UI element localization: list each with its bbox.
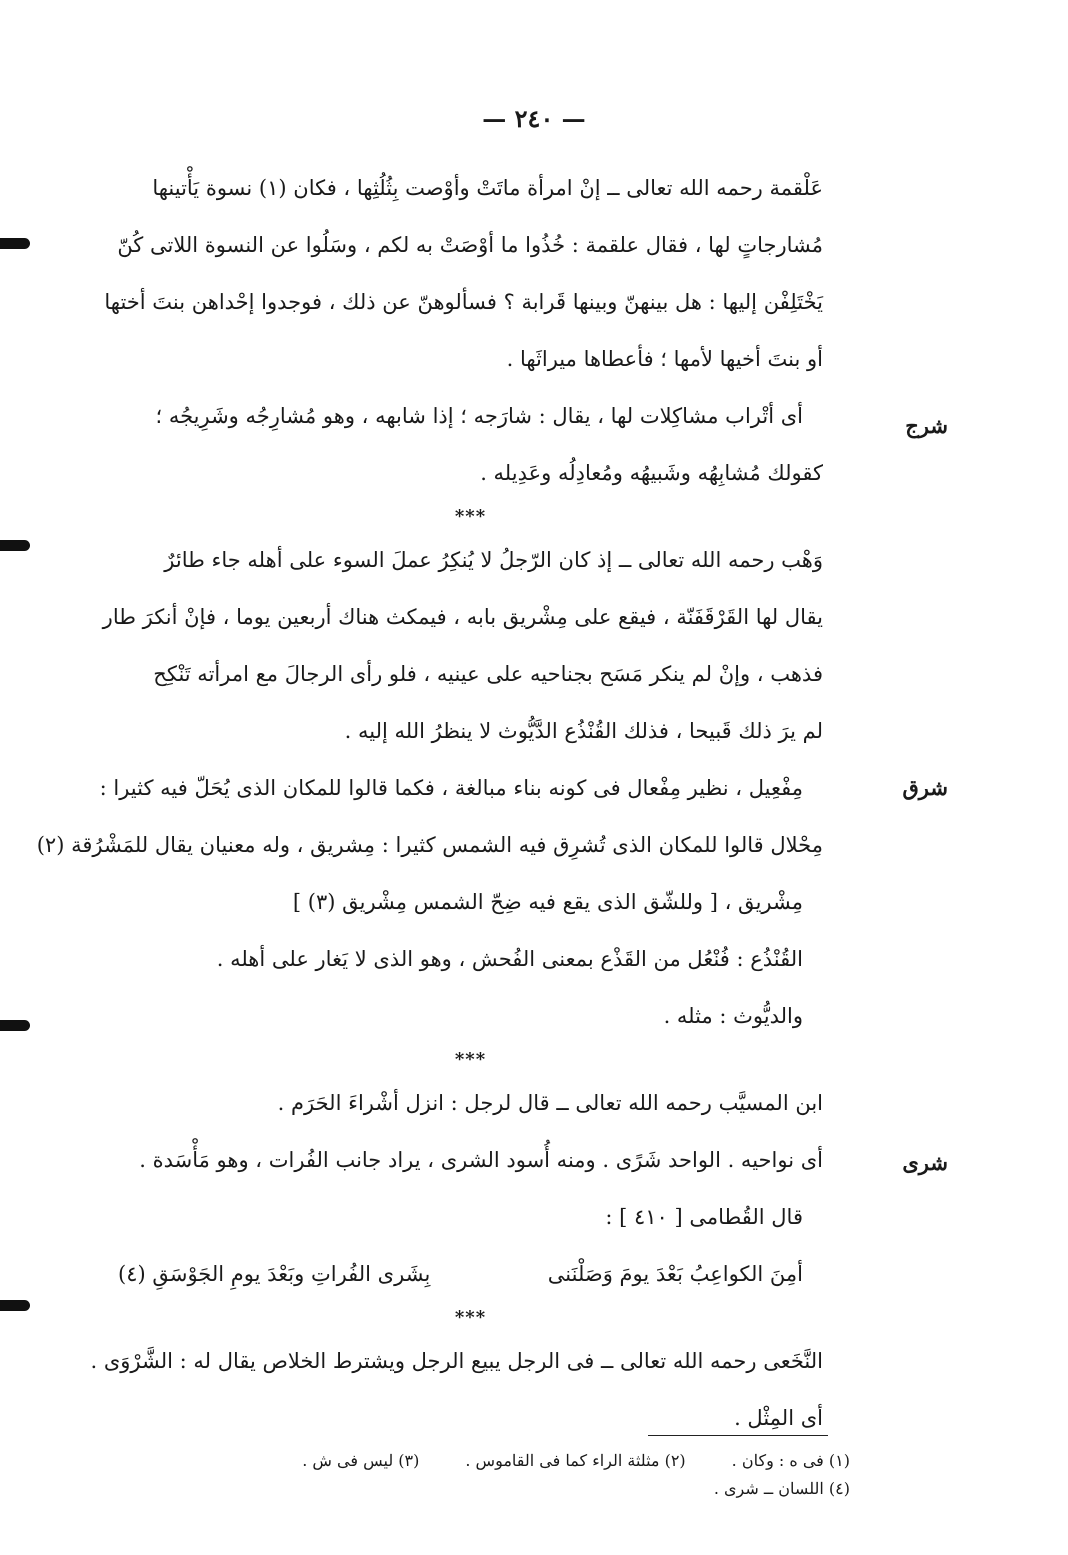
commentary-line: أى أتْراب مشاكِلات لها ، يقال : شارَجه ؛ إذا شابهه ، وهو مُشارِجُه وشَرِيجُه ؛ [155,404,803,428]
text-line: عَلْقمة رحمه الله تعالى ــ إنْ امرأة ماتَتْ وأوْصت بِثُلُثِها ، فكان (١) نسوة يَأْتينها [152,176,823,200]
binding-mark [0,1300,30,1311]
page-number: — ٢٤٠ — [482,104,586,133]
text-line: لم يرَ ذلك قَبيحا ، فذلك القُنْذُع الدَّيُّوث لا ينظرُ الله إليه . [344,719,823,743]
margin-root-sharaq: شرق [902,775,948,800]
footnote: (١) فى ه : وكان . [731,1451,850,1470]
binding-mark [0,540,30,551]
main-text [36,160,823,1447]
text-line: أى المِثْل . [734,1406,823,1430]
poetry-verse [118,1246,823,1303]
commentary-line: والديُّوث : مثله . [663,1004,803,1028]
section-separator: *** [454,1049,487,1070]
verse-second-hemistich: بِشَرى الفُراتِ وبَعْدَ يومِ الجَوْسَقِ (٤) [118,1262,431,1286]
text-line: مُشارجاتٍ لها ، فقال علقمة : خُذُوا ما أوْصَتْ به لكم ، وسَلُوا عن النسوة اللاتى كُنّ [117,233,823,257]
text-line: أو بنتَ أخيها لأمها ؛ فأعطاها ميراثَها . [506,347,823,371]
margin-root-shara: شرى [902,1150,948,1175]
margin-root-sharaj: شرج [905,413,948,438]
commentary-line: مِفْعِيل ، نظير مِفْعال فى كونه بناء مبالغة ، فكما قالوا للمكان الذى يُحَلّ فيه كثيرا : [99,776,803,800]
footnote-rule [648,1435,828,1436]
text-line: يَخْتَلِفْن إليها : هل بينهنّ وبينها قَرابة ؟ فسألوهنّ عن ذلك ، فوجدوا إحْداهن بنتَ أختها [104,290,823,314]
section-separator: *** [454,506,487,527]
footnote: (٢) مثلثة الراء كما فى القاموس . [465,1451,686,1470]
footnote: (٣) ليس فى ش . [302,1451,420,1470]
binding-mark [0,1020,30,1031]
text-line: يقال لها القَرْقَفَنّة ، فيقع على مِشْريق بابه ، فيمكث هناك أربعين يوما ، فإنْ أنكرَ طار [102,605,823,629]
commentary-line: أى نواحيه . الواحد شَرًى . ومنه أُسود الشرى ، يراد جانب الفُرات ، وهو مَأْسَدة . [139,1148,823,1172]
footnote: (٤) اللسان ــ شرى . [713,1479,850,1498]
commentary-line: مِحْلال قالوا للمكان الذى تُشرِق فيه الشمس كثيرا : مِشريق ، وله معنيان يقال للمَشْرُقة (٢) [36,833,823,857]
section-separator: *** [454,1307,487,1328]
text-line: النَّخَعى رحمه الله تعالى ــ فى الرجل يبيع الرجل ويشترط الخلاص يقال له : الشَّرْوَى . [90,1349,823,1373]
commentary-line: مِشْريق ، [ وللشّق الذى يقع فيه ضِحّ الشمس مِشْريق (٣) ] [292,890,803,914]
verse-first-hemistich: أمِنَ الكواعِبُ بَعْدَ يومَ وَصَلْنَنى [547,1262,803,1286]
text-line: فذهب ، وإنْ لم ينكر مَسَح بجناحيه على عينيه ، فلو رأى الرجالَ مع امرأته تَنْكِح [153,662,823,686]
commentary-line: كقولك مُشابِهُه وشَبيهُه ومُعادِلُه وعَدِيله . [480,461,823,485]
footnotes [220,1447,850,1503]
text-line: ابن المسيَّب رحمه الله تعالى ــ قال لرجل : انزل أشْراءَ الحَرَم . [277,1091,823,1115]
text-line: وَهْب رحمه الله تعالى ــ إذ كان الرّجلُ لا يُنكِرُ عملَ السوء على أهله جاء طائرٌ [164,548,823,572]
binding-mark [0,238,30,249]
commentary-line: القُنْذُع : فُنْعُل من القَذْع بمعنى الفُحش ، وهو الذى لا يَغار على أهله . [216,947,803,971]
commentary-line: قال القُطامى [ ٤١٠ ] : [605,1205,803,1229]
